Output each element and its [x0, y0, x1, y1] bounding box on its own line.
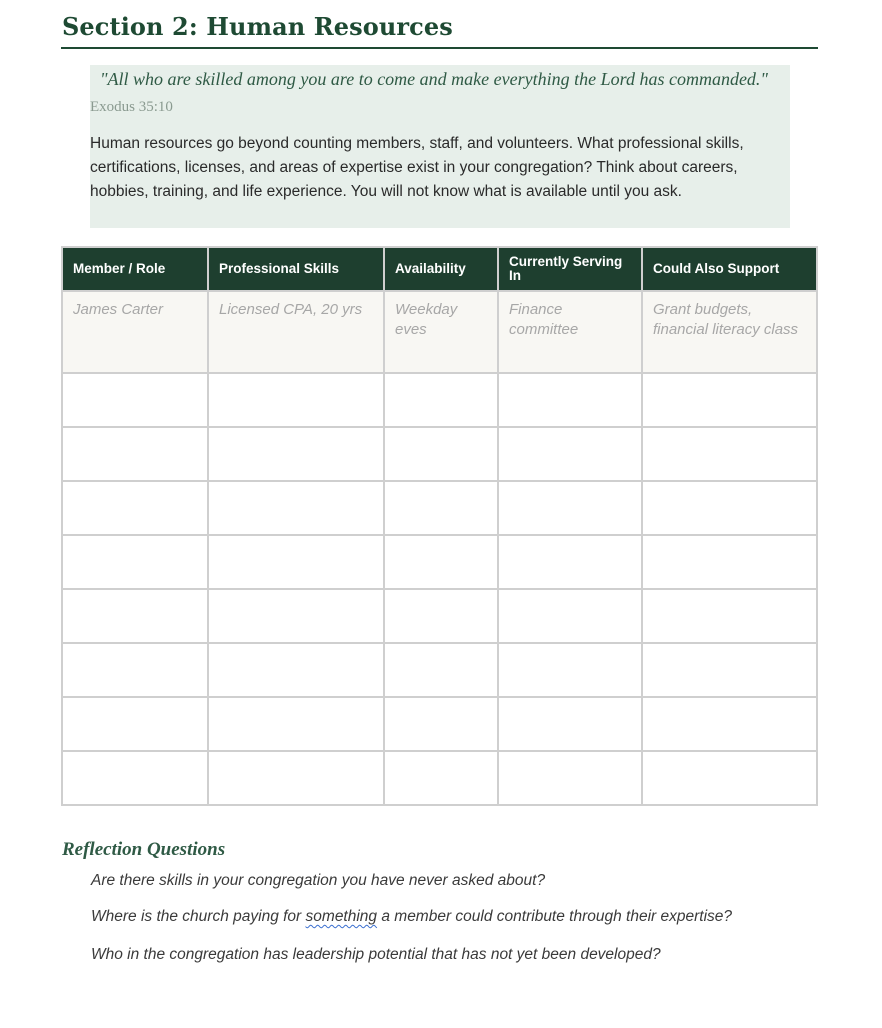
- human-resources-table: [61, 246, 818, 806]
- question-2-start: Where is the church paying for: [91, 908, 306, 925]
- table-cell[interactable]: [498, 697, 642, 751]
- table-cell[interactable]: [384, 481, 498, 535]
- table-row: [62, 697, 817, 751]
- example-currently-serving[interactable]: Finance committee: [498, 291, 642, 373]
- table-cell[interactable]: [62, 535, 208, 589]
- table-row: [62, 751, 817, 805]
- table-cell[interactable]: [208, 427, 384, 481]
- table-cell[interactable]: [62, 589, 208, 643]
- table-cell[interactable]: [642, 535, 817, 589]
- header-could-also-support: Could Also Support: [642, 247, 817, 291]
- table-cell[interactable]: [384, 643, 498, 697]
- scripture-reference: Exodus 35:10: [90, 99, 173, 115]
- table-cell[interactable]: [642, 643, 817, 697]
- table-cell[interactable]: [498, 751, 642, 805]
- reflection-question-3: Who in the congregation has leadership potential that has not yet been developed?: [91, 946, 661, 963]
- table-cell[interactable]: [208, 697, 384, 751]
- table-cell[interactable]: [642, 589, 817, 643]
- table-row: [62, 481, 817, 535]
- scripture-callout: [90, 65, 790, 228]
- table-cell[interactable]: [498, 373, 642, 427]
- table-cell[interactable]: [642, 373, 817, 427]
- table-cell[interactable]: [642, 427, 817, 481]
- table-cell[interactable]: [498, 535, 642, 589]
- scripture-quote: [90, 66, 780, 120]
- table-cell[interactable]: [62, 643, 208, 697]
- table-cell[interactable]: [384, 751, 498, 805]
- table-cell[interactable]: [62, 373, 208, 427]
- table-cell[interactable]: [208, 373, 384, 427]
- table-cell[interactable]: [62, 697, 208, 751]
- header-availability: Availability: [384, 247, 498, 291]
- table-cell[interactable]: [208, 643, 384, 697]
- example-could-also-support[interactable]: Grant budgets, financial literacy class: [642, 291, 817, 373]
- title-divider: [61, 47, 818, 49]
- table-cell[interactable]: [498, 589, 642, 643]
- question-2-end: a member could contribute through their expertise?: [377, 908, 733, 925]
- table-cell[interactable]: [208, 589, 384, 643]
- example-availability[interactable]: Weekday eves: [384, 291, 498, 373]
- table-cell[interactable]: [642, 481, 817, 535]
- table-row: [62, 427, 817, 481]
- example-professional-skills[interactable]: Licensed CPA, 20 yrs: [208, 291, 384, 373]
- table-cell[interactable]: [384, 373, 498, 427]
- table-cell[interactable]: [384, 427, 498, 481]
- table-cell[interactable]: [62, 427, 208, 481]
- table-cell[interactable]: [498, 481, 642, 535]
- table-cell[interactable]: [208, 751, 384, 805]
- header-member-role: Member / Role: [62, 247, 208, 291]
- table-cell[interactable]: [62, 481, 208, 535]
- section-title: Section 2: Human Resources: [62, 12, 453, 41]
- spellcheck-flagged-word[interactable]: something: [305, 908, 378, 925]
- intro-paragraph: Human resources go beyond counting members, staff, and volunteers. What professional skills, certifications, licenses, and areas of expertise exist in your congregation? Think about careers, hobbies, training, and life experience. You will not know what is available until you ask.: [90, 135, 744, 200]
- table-cell[interactable]: [642, 751, 817, 805]
- reflection-question-2: [91, 908, 732, 926]
- header-professional-skills: Professional Skills: [208, 247, 384, 291]
- table-row: [62, 589, 817, 643]
- table-cell[interactable]: [384, 535, 498, 589]
- reflection-question-1: Are there skills in your congregation you have never asked about?: [91, 872, 546, 889]
- table-row: [62, 535, 817, 589]
- table-header-row: [62, 247, 817, 291]
- table-cell[interactable]: [384, 589, 498, 643]
- table-cell[interactable]: [498, 643, 642, 697]
- table-cell[interactable]: [208, 535, 384, 589]
- table-cell[interactable]: [208, 481, 384, 535]
- table-cell[interactable]: [642, 697, 817, 751]
- table-row: [62, 643, 817, 697]
- table-row: [62, 373, 817, 427]
- header-currently-serving-in: Currently Serving In: [498, 247, 642, 291]
- reflection-title: Reflection Questions: [62, 839, 226, 860]
- table-cell[interactable]: [498, 427, 642, 481]
- table-cell[interactable]: [62, 751, 208, 805]
- table-cell[interactable]: [384, 697, 498, 751]
- example-member-role[interactable]: James Carter: [62, 291, 208, 373]
- example-row: [62, 291, 817, 373]
- quote-text: "All who are skilled among you are to come and make everything the Lord has commanded.": [100, 69, 768, 89]
